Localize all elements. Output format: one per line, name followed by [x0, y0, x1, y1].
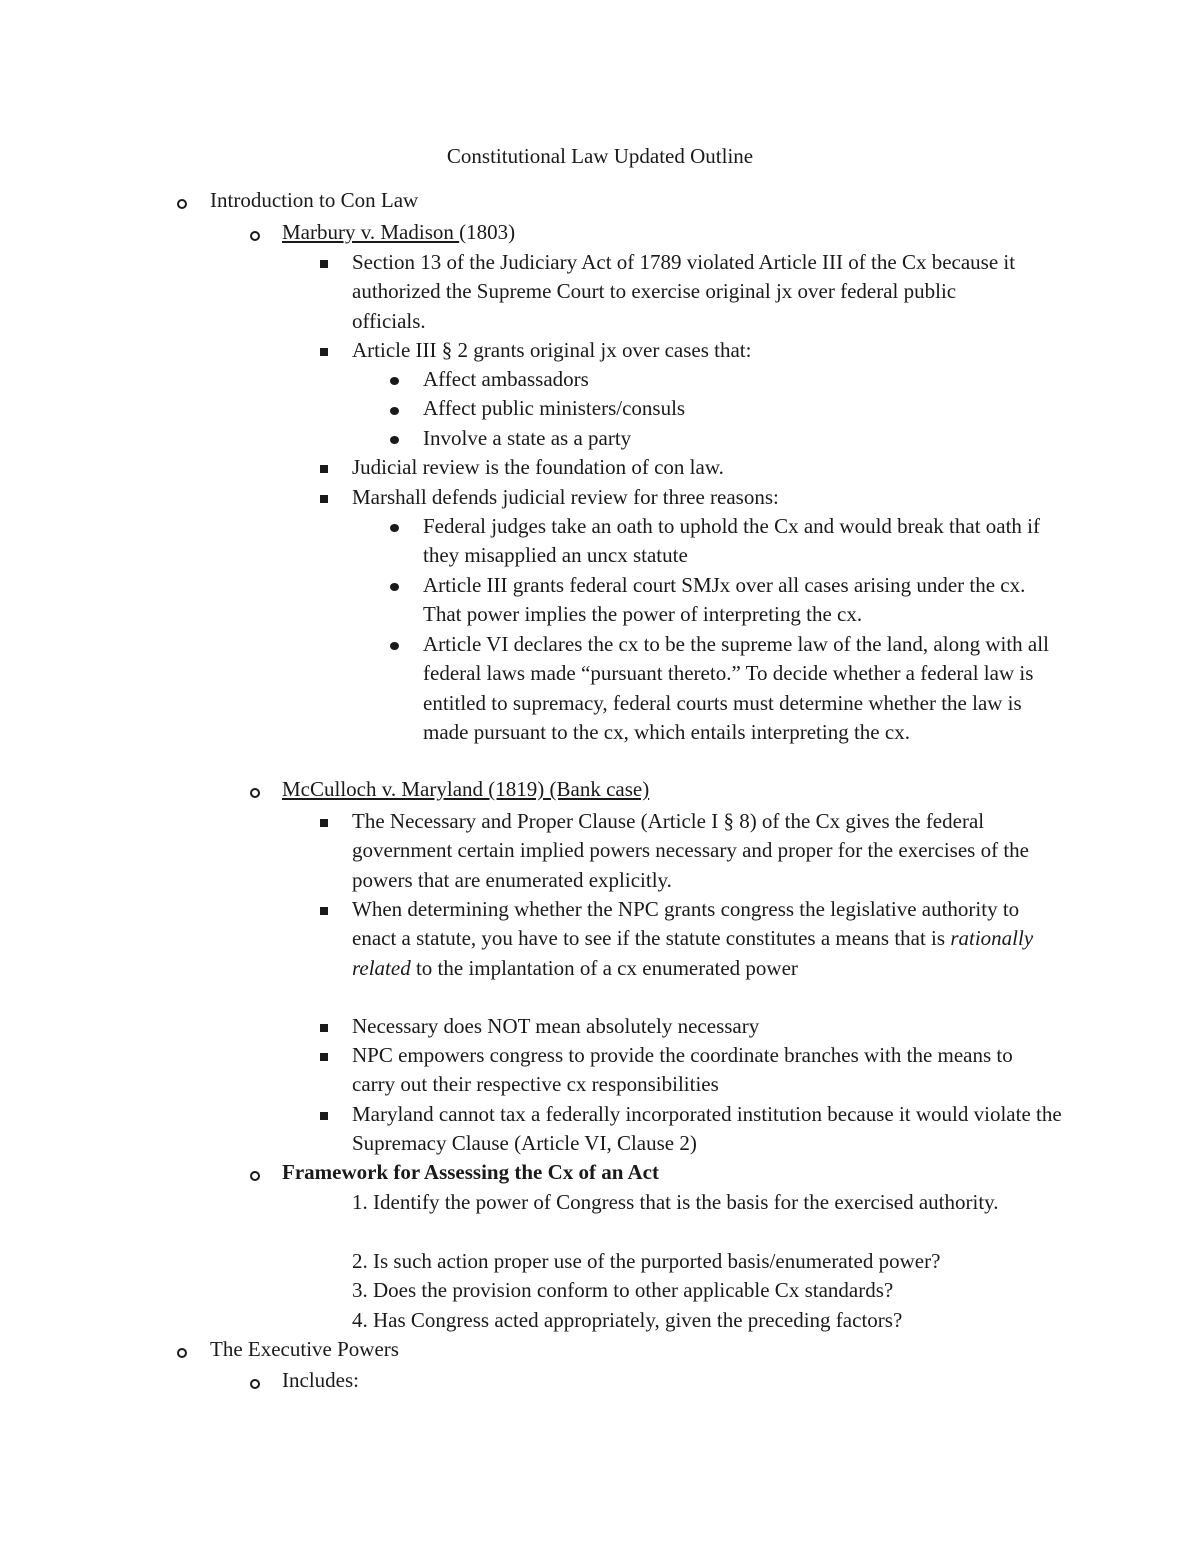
- outline-item-l1: Introduction to Con Law: [210, 188, 419, 212]
- outline-item-l3: Judicial review is the foundation of con law.: [352, 455, 724, 479]
- square-bullet-icon: [320, 348, 328, 356]
- dot-bullet-icon: [390, 407, 399, 415]
- dot-bullet-icon: [390, 436, 399, 444]
- outline-item-l3: The Necessary and Proper Clause (Article I § 8) of the Cx gives the federal government certain implied powers necessary and proper for the exercises of the powers that are enumerated explicitly.: [352, 809, 1029, 892]
- dot-bullet-icon: [390, 377, 399, 385]
- circle-bullet-icon: [250, 231, 260, 241]
- outline-item-l2: McCulloch v. Maryland (1819) (Bank case): [282, 777, 650, 801]
- outline-item-l3: Marshall defends judicial review for three reasons:: [352, 485, 779, 509]
- outline-item-l3: NPC empowers congress to provide the coordinate branches with the means to carry out their respective cx responsibilities: [352, 1043, 1013, 1097]
- square-bullet-icon: [320, 1112, 328, 1120]
- numbered-item: 2. Is such action proper use of the purported basis/enumerated power?: [352, 1249, 941, 1273]
- outline-item-l4: Involve a state as a party: [423, 426, 632, 450]
- outline-item-l2: [282, 218, 515, 247]
- square-bullet-icon: [320, 819, 328, 827]
- square-bullet-icon: [320, 495, 328, 503]
- circle-bullet-icon: [177, 1348, 187, 1358]
- numbered-item: 4. Has Congress acted appropriately, given the preceding factors?: [352, 1308, 903, 1332]
- circle-bullet-icon: [250, 1379, 260, 1389]
- circle-bullet-icon: [177, 199, 187, 209]
- square-bullet-icon: [320, 260, 328, 268]
- circle-bullet-icon: [250, 1171, 260, 1181]
- dot-bullet-icon: [390, 583, 399, 591]
- numbered-item: 1. Identify the power of Congress that is the basis for the exercised authority.: [352, 1190, 999, 1214]
- text-segment: to the implantation of a cx enumerated power: [410, 955, 798, 980]
- outline-item-l4: Article VI declares the cx to be the supreme law of the land, along with all federal laws made “pursuant thereto.” To decide whether a federal law is entitled to supremacy, federal courts must determine whether the law is made pursuant to the cx, which entails interpreting the cx.: [423, 632, 1049, 744]
- case-year: (1803): [459, 220, 516, 244]
- dot-bullet-icon: [390, 642, 399, 650]
- circle-bullet-icon: [250, 788, 260, 798]
- square-bullet-icon: [320, 465, 328, 473]
- square-bullet-icon: [320, 1024, 328, 1032]
- outline-item-l4: Affect ambassadors: [423, 367, 589, 391]
- square-bullet-icon: [320, 1053, 328, 1061]
- outline-item-l3: Maryland cannot tax a federally incorporated institution because it would violate the Supremacy Clause (Article VI, Clause 2): [352, 1102, 1062, 1156]
- outline-item-l3: Article III § 2 grants original jx over cases that:: [352, 338, 752, 362]
- outline-item-l2-bold: Framework for Assessing the Cx of an Act: [282, 1160, 659, 1184]
- outline-item-l3: [352, 895, 1042, 983]
- outline-item-l4: Federal judges take an oath to uphold the Cx and would break that oath if they misapplied an uncx statute: [423, 514, 1041, 568]
- outline-item-l4: Article III grants federal court SMJx over all cases arising under the cx. That power implies the power of interpreting the cx.: [423, 573, 1026, 627]
- case-name: Marbury v. Madison: [282, 220, 460, 244]
- text-segment: When determining whether the NPC grants congress the legislative authority to enact a statute, you have to see if the statute constitutes a means that is: [352, 897, 1020, 951]
- outline-item-l3: Section 13 of the Judiciary Act of 1789 violated Article III of the Cx because it authorized the Supreme Court to exercise original jx over federal public officials.: [352, 250, 1016, 333]
- square-bullet-icon: [320, 907, 328, 915]
- outline-item-l4: Affect public ministers/consuls: [423, 396, 686, 420]
- outline-item-l1: The Executive Powers: [210, 1337, 399, 1361]
- outline-item-l2: Includes:: [282, 1368, 359, 1392]
- outline-item-l3: Necessary does NOT mean absolutely necessary: [352, 1014, 760, 1038]
- numbered-item: 3. Does the provision conform to other applicable Cx standards?: [352, 1278, 894, 1302]
- emphasis-text: rationally related: [352, 926, 1034, 980]
- dot-bullet-icon: [390, 524, 399, 532]
- document-title: Constitutional Law Updated Outline: [446, 144, 754, 168]
